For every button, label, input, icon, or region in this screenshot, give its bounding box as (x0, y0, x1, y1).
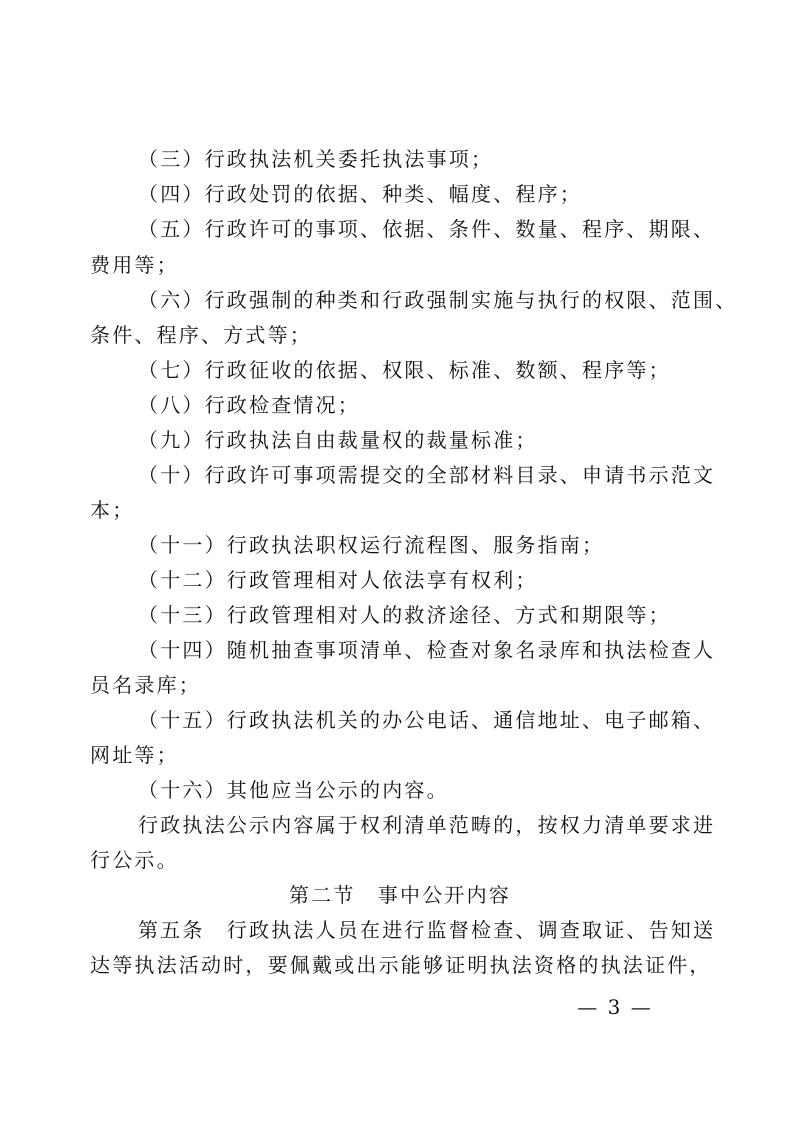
section-heading: 第二节 事中公开内容 (289, 883, 511, 907)
list-item-6-continued: 条件、程序、方式等； (90, 323, 312, 347)
list-item-6: （六）行政强制的种类和行政强制实施与执行的权限、范围、 (138, 288, 738, 312)
article-paragraph-continued: 达等执法活动时，要佩戴或出示能够证明执法资格的执法证件， (90, 953, 712, 977)
paragraph-continued: 行公示。 (90, 848, 179, 872)
list-item-4: （四）行政处罚的依据、种类、幅度、程序； (138, 182, 582, 206)
list-item-15: （十五）行政执法机关的办公电话、通信地址、电子邮箱、 (138, 708, 716, 732)
list-item-5: （五）行政许可的事项、依据、条件、数量、程序、期限、 (138, 217, 716, 241)
list-item-3: （三）行政执法机关委托执法事项； (138, 147, 494, 171)
list-item-16: （十六）其他应当公示的内容。 (138, 778, 449, 802)
list-item-5-continued: 费用等； (90, 253, 179, 277)
list-item-14-continued: 员名录库； (90, 673, 201, 697)
list-item-14: （十四）随机抽查事项清单、检查对象名录库和执法检查人 (138, 638, 716, 662)
list-item-15-continued: 网址等； (90, 743, 179, 767)
list-item-7: （七）行政征收的依据、权限、标准、数额、程序等； (138, 358, 671, 382)
list-item-10: （十）行政许可事项需提交的全部材料目录、申请书示范文 (138, 463, 716, 487)
list-item-9: （九）行政执法自由裁量权的裁量标准； (138, 428, 538, 452)
list-item-10-continued: 本； (90, 498, 135, 522)
article-paragraph: 第五条 行政执法人员在进行监督检查、调查取证、告知送 (138, 918, 716, 942)
paragraph: 行政执法公示内容属于权利清单范畴的，按权力清单要求进 (138, 813, 716, 837)
list-item-13: （十三）行政管理相对人的救济途径、方式和期限等； (138, 603, 671, 627)
page-number: — 3 — (577, 995, 653, 1019)
list-item-8: （八）行政检查情况； (138, 393, 360, 417)
list-item-12: （十二）行政管理相对人依法享有权利； (138, 568, 538, 592)
list-item-11: （十一）行政执法职权运行流程图、服务指南； (138, 533, 605, 557)
